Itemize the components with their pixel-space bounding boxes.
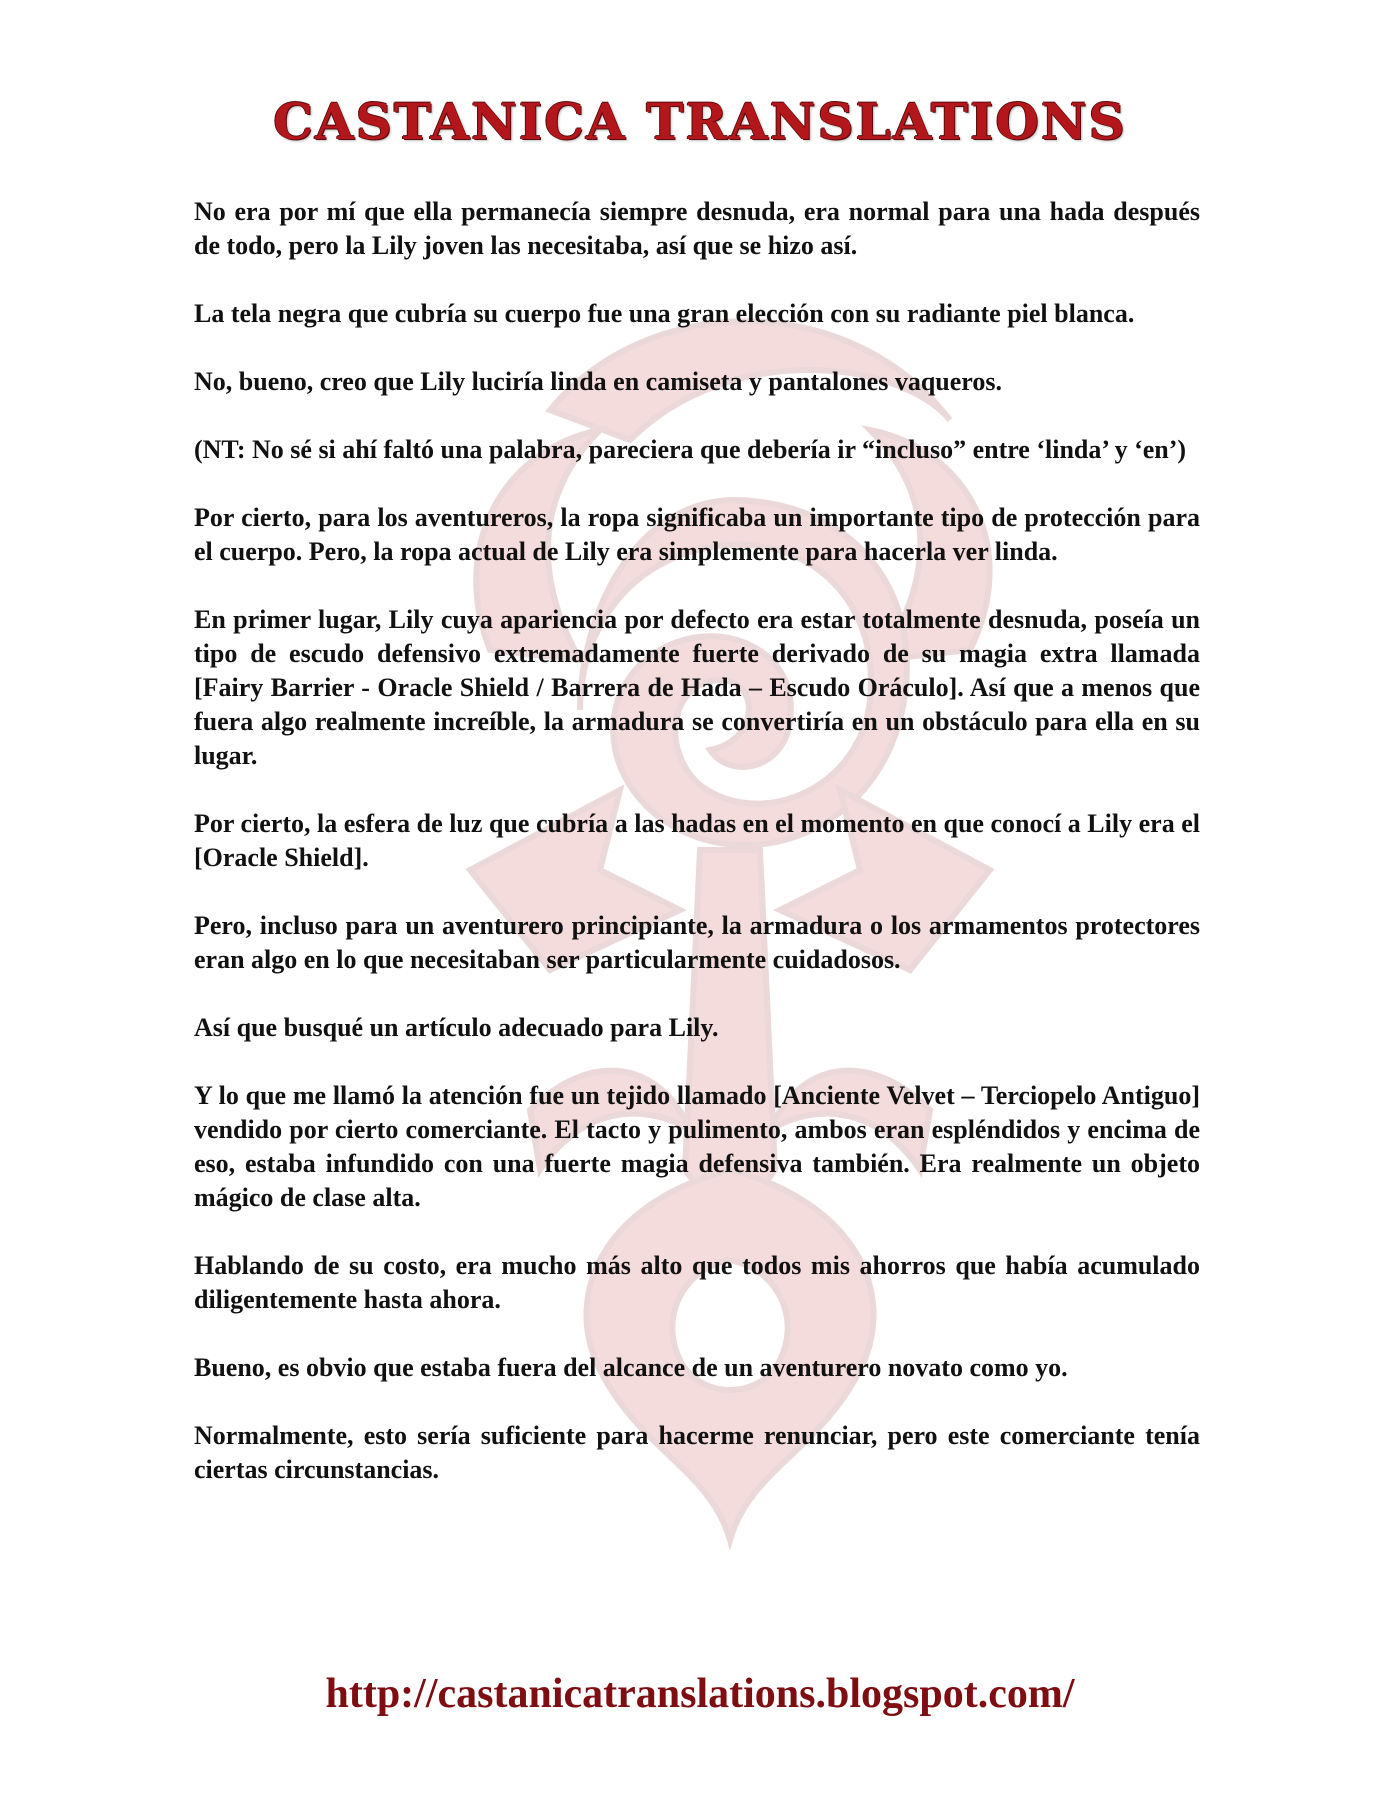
paragraph: Por cierto, la esfera de luz que cubría a las hadas en el momento en que conocí a Lily era el [Oracle Shield].	[194, 809, 1200, 872]
paragraph: Por cierto, para los aventureros, la ropa significaba un importante tipo de protección para el cuerpo. Pero, la ropa actual de Lily era simplemente para hacerla ver linda.	[194, 503, 1200, 566]
paragraph: No, bueno, creo que Lily luciría linda en camiseta y pantalones vaqueros.	[194, 367, 1002, 396]
paragraph: Hablando de su costo, era mucho más alto que todos mis ahorros que había acumulado diligentemente hasta ahora.	[194, 1251, 1200, 1314]
paragraph: Pero, incluso para un aventurero principiante, la armadura o los armamentos protectores eran algo en lo que necesitaban ser particularmente cuidadosos.	[194, 911, 1200, 974]
paragraph: La tela negra que cubría su cuerpo fue una gran elección con su radiante piel blanca.	[194, 299, 1135, 328]
paragraph: (NT: No sé si ahí faltó una palabra, pareciera que debería ir “incluso” entre ‘linda’ y ‘en’)	[194, 435, 1187, 464]
paragraph: Así que busqué un artículo adecuado para Lily.	[194, 1013, 719, 1042]
paragraph: Y lo que me llamó la atención fue un tejido llamado [Anciente Velvet – Terciopelo Antiguo] vendido por cierto comerciante. El tacto y pulimento, ambos eran espléndidos y encima de eso, estaba infundido con una fuerte magia defensiva también. Era realmente un objeto mágico de clase alta.	[194, 1081, 1200, 1212]
body-text	[194, 195, 1200, 1521]
paragraph: Normalmente, esto sería suficiente para hacerme renunciar, pero este comerciante tenía ciertas circunstancias.	[194, 1421, 1200, 1484]
footer-url-link[interactable]: http://castanicatranslations.blogspot.com/	[325, 1671, 1075, 1717]
paragraph: Bueno, es obvio que estaba fuera del alcance de un aventurero novato como yo.	[194, 1353, 1068, 1382]
paragraph: No era por mí que ella permanecía siempre desnuda, era normal para una hada después de todo, pero la Lily joven las necesitaba, así que se hizo así.	[194, 197, 1200, 260]
paragraph: En primer lugar, Lily cuya apariencia por defecto era estar totalmente desnuda, poseía un tipo de escudo defensivo extremadamente fuerte derivado de su magia extra llamada [Fairy Barrier - Oracle Shield / Barrera de Hada – Escudo Oráculo]. Así que a menos que fuera algo realmente increíble, la armadura se convertiría en un obstáculo para ella en su lugar.	[194, 605, 1200, 770]
header-title: CASTANICA TRANSLATIONS	[273, 92, 1127, 151]
